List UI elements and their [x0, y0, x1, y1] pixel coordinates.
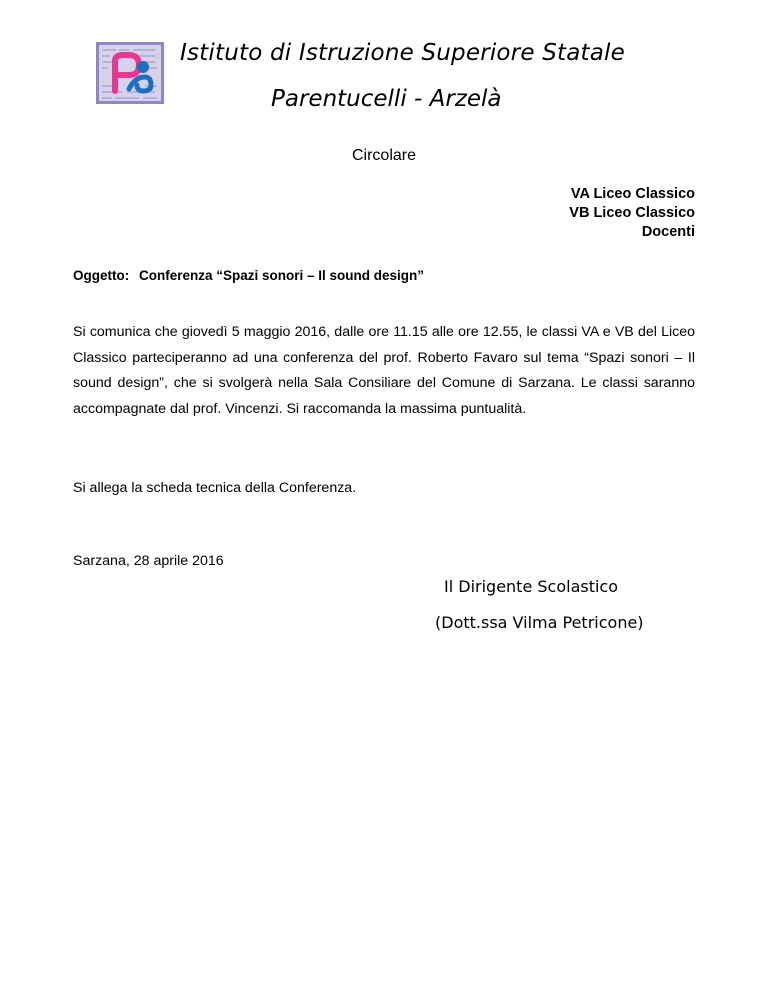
- signature-name: (Dott.ssa Vilma Petricone): [435, 613, 644, 632]
- document-type: Circolare: [351, 147, 416, 164]
- subject-text: Conferenza “Spazi sonori – Il sound design”: [139, 268, 425, 283]
- recipient-item: Docenti: [641, 224, 695, 240]
- signature-title: Il Dirigente Scolastico: [444, 577, 619, 596]
- attachment-note: Si allega la scheda tecnica della Conferenza.: [73, 480, 357, 496]
- subject-line: [73, 268, 424, 283]
- subject-label: Oggetto:: [73, 268, 130, 283]
- school-name-line1: Istituto di Istruzione Superiore Statale: [180, 40, 625, 66]
- recipient-item: VA Liceo Classico: [570, 186, 695, 202]
- recipient-item: VB Liceo Classico: [569, 205, 695, 221]
- recipients-block: [569, 185, 695, 242]
- body-paragraph: Si comunica che giovedì 5 maggio 2016, dalle ore 11.15 alle ore 12.55, le classi VA e VB del Liceo Classico parteciperanno ad una conferenza del prof. Roberto Favaro sul tema “Spazi sonori – Il sound design”, che si svolgerà nella Sala Consiliare del Comune di Sarzana. Le classi saranno accompagnate dal prof. Vincenzi. Si raccomanda la massima puntualità.: [73, 324, 695, 417]
- school-name-line2: Parentucelli - Arzelà: [271, 86, 502, 112]
- place-date: Sarzana, 28 aprile 2016: [73, 553, 224, 569]
- school-logo-icon: [96, 42, 164, 104]
